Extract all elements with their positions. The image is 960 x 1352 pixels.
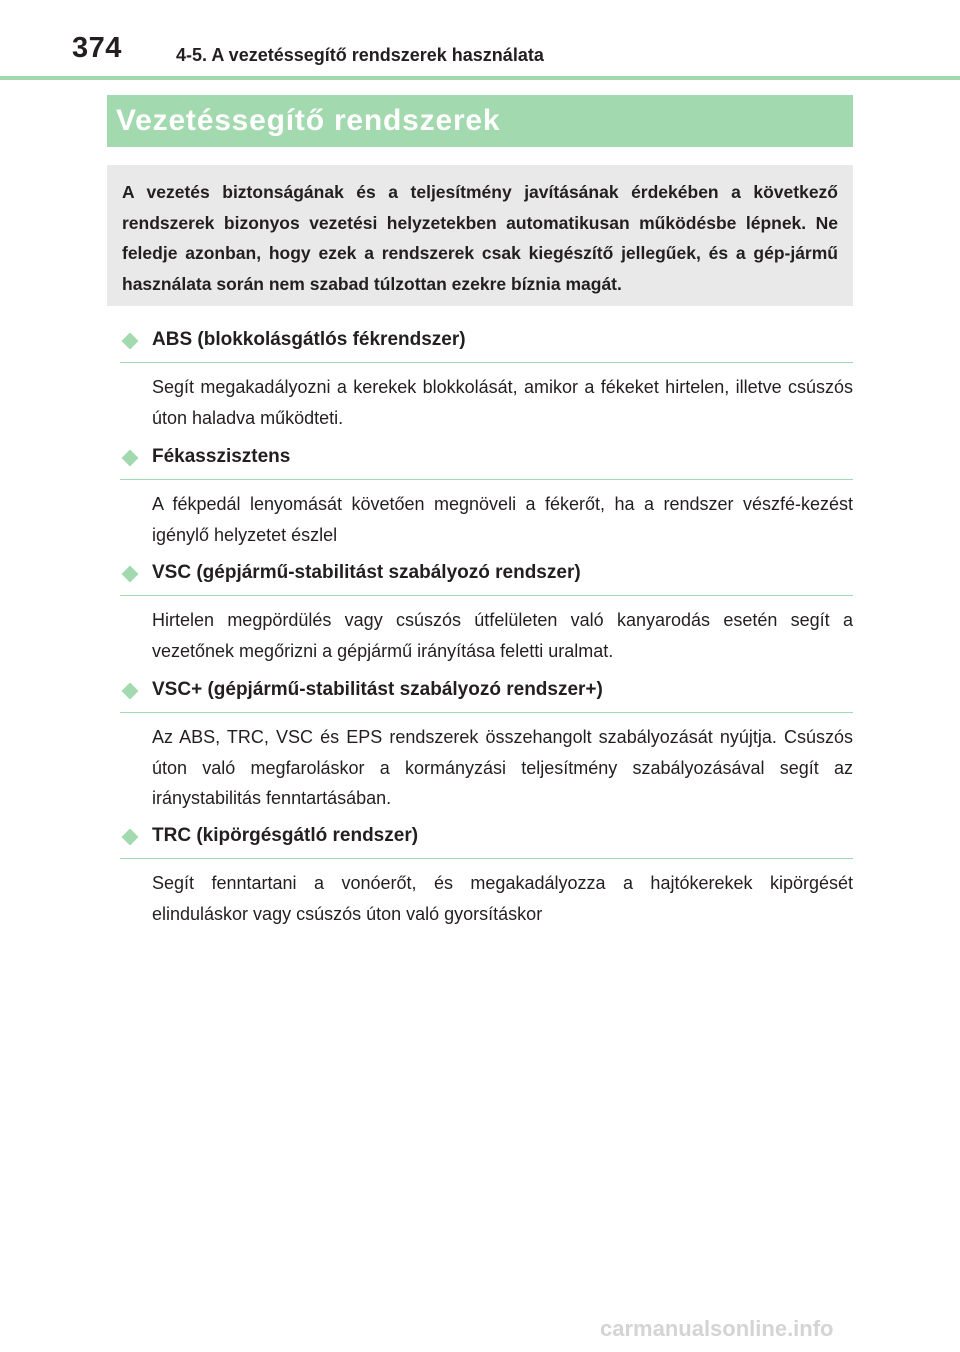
- section-title: VSC+ (gépjármű-stabilitást szabályozó rendszer+): [152, 679, 603, 700]
- section-trc: [120, 823, 853, 929]
- section-heading: [120, 677, 853, 713]
- section-heading: [120, 823, 853, 859]
- section-heading: [120, 327, 853, 363]
- diamond-bullet-icon: [122, 333, 139, 350]
- section-vsc: [120, 560, 853, 666]
- section-vsc-plus: [120, 677, 853, 814]
- section-body: A fékpedál lenyomását követően megnöveli a fékerőt, ha a rendszer vészfé-kezést igénylő helyzetet észlel: [152, 494, 853, 545]
- section-title: ABS (blokkolásgátlós fékrendszer): [152, 329, 466, 350]
- section-title-band: [107, 95, 853, 147]
- page-title: Vezetéssegítő rendszerek: [116, 104, 501, 137]
- intro-text: A vezetés biztonságának és a teljesítmény javításának érdekében a következő rendszerek bizonyos vezetési helyzetekben automatikusan működésbe lépnek. Ne feledje azonban, hogy ezek a rendszerek csak kiegészítő jellegűek, és a gép-jármű használata során nem szabad túlzottan ezekre bíznia magát.: [122, 182, 838, 294]
- section-heading: [120, 560, 853, 596]
- section-title: Fékasszisztens: [152, 446, 291, 467]
- watermark: carmanualsonline.info: [600, 1316, 834, 1341]
- header-rule: [0, 76, 960, 80]
- section-body: Hirtelen megpördülés vagy csúszós útfelületen való kanyarodás esetén segít a vezetőnek megőrizni a gépjármű irányítása feletti uralmat.: [152, 610, 853, 661]
- running-title: 4-5. A vezetéssegítő rendszerek használata: [176, 45, 544, 65]
- section-title: TRC (kipörgésgátló rendszer): [152, 825, 419, 846]
- section-body: Segít fenntartani a vonóerőt, és megakadályozza a hajtókerekek kipörgését elinduláskor vagy csúszós úton való gyorsításkor: [152, 873, 853, 924]
- diamond-bullet-icon: [122, 566, 139, 583]
- section-abs: [120, 327, 853, 433]
- page-number: 374: [72, 32, 122, 64]
- diamond-bullet-icon: [122, 683, 139, 700]
- diamond-bullet-icon: [122, 829, 139, 846]
- intro-box: [107, 165, 853, 306]
- diamond-bullet-icon: [122, 450, 139, 467]
- section-body: Segít megakadályozni a kerekek blokkolását, amikor a fékeket hirtelen, illetve csúszós úton haladva működteti.: [152, 377, 853, 428]
- section-heading: [120, 444, 853, 480]
- section-brake-assist: [120, 444, 853, 550]
- section-title: VSC (gépjármű-stabilitást szabályozó rendszer): [152, 562, 581, 583]
- section-body: Az ABS, TRC, VSC és EPS rendszerek összehangolt szabályozását nyújtja. Csúszós úton való megfaroláskor a kormányzási teljesítmény szabályozásával segít az iránystabilitás fenntartásában.: [152, 727, 853, 808]
